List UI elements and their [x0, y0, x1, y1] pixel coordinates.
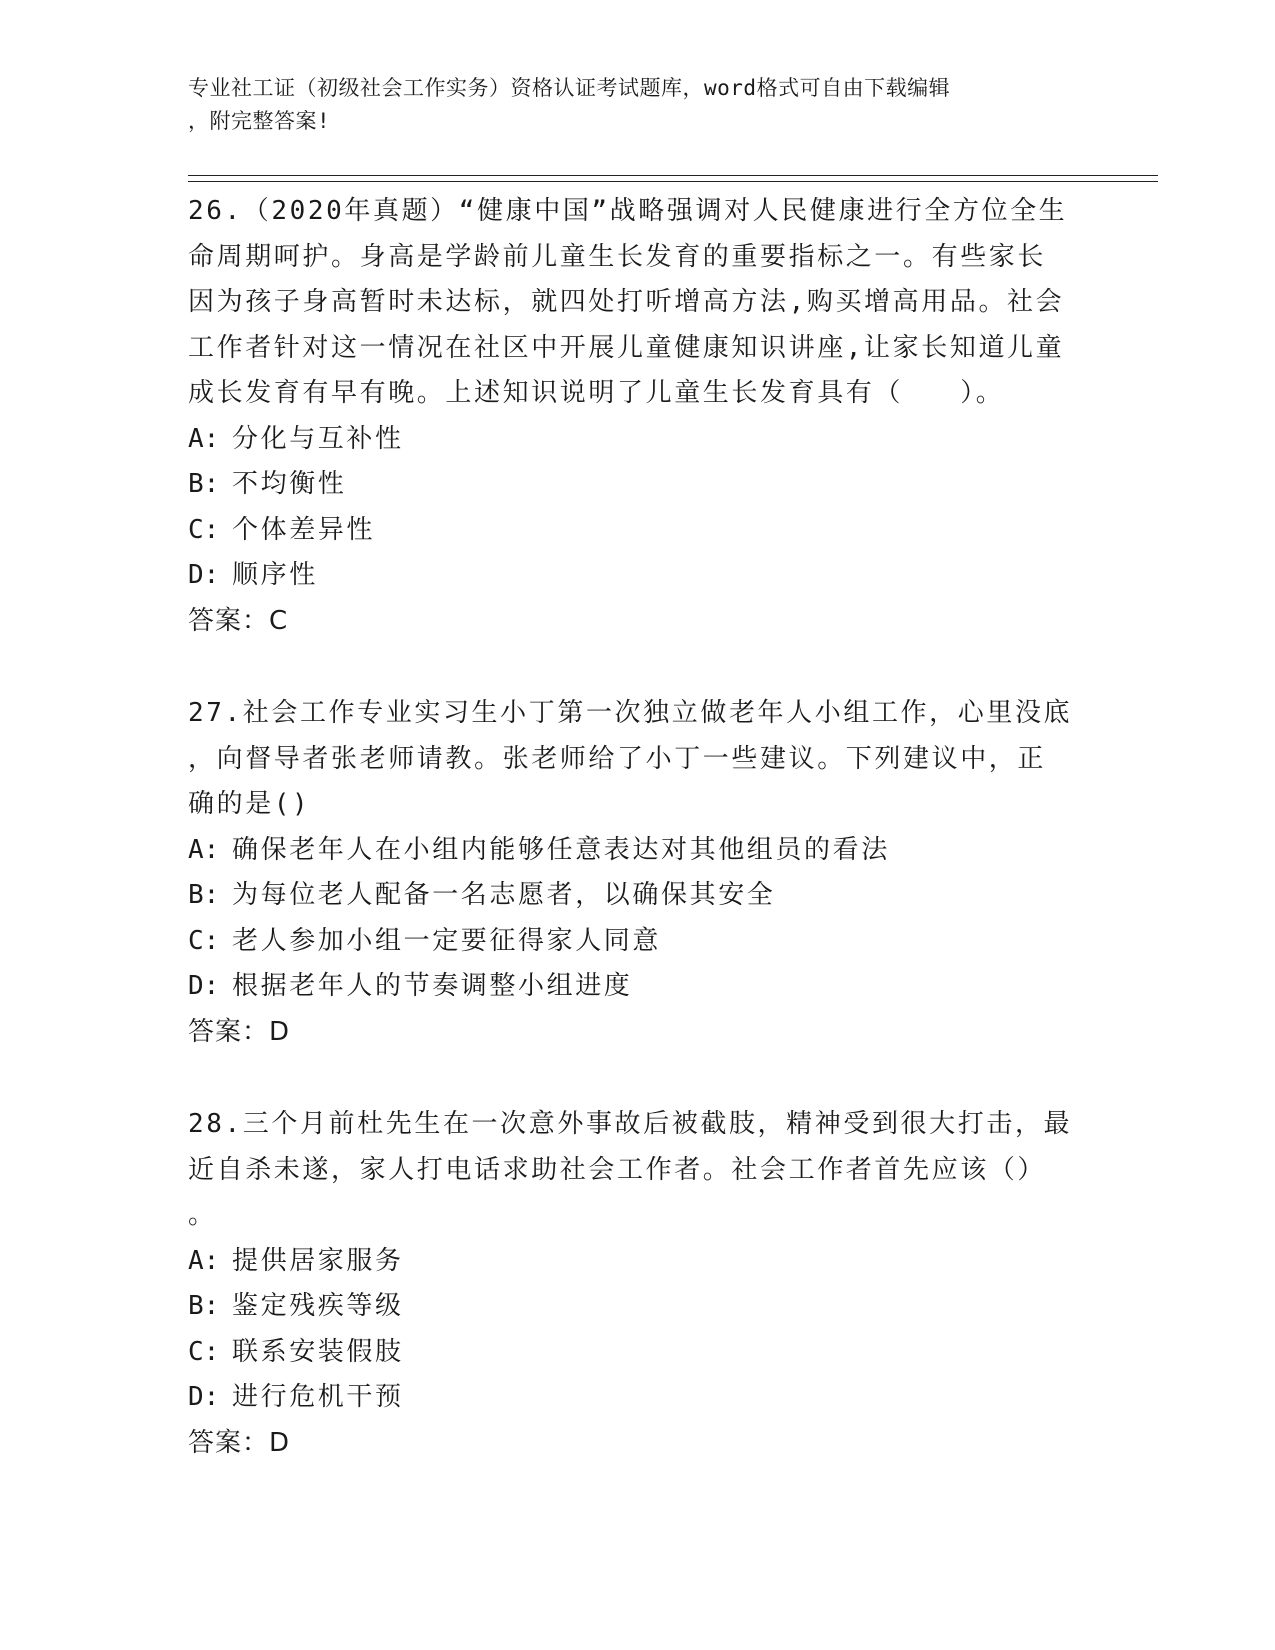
option-letter: C:: [188, 514, 220, 545]
question-line: 命周期呵护。身高是学龄前儿童生长发育的重要指标之一。有些家长: [188, 241, 1047, 272]
option-letter: B:: [188, 880, 220, 910]
question-line: 成长发育有早有晚。上述知识说明了儿童生长发育具有（ ）。: [188, 378, 1005, 408]
option-letter: C:: [188, 1336, 220, 1367]
question-line: 确的是(): [188, 789, 311, 819]
question-line: 近自杀未遂，家人打电话求助社会工作者。社会工作者首先应该（）: [188, 1154, 1047, 1185]
question-line: 27.社会工作专业实习生小丁第一次独立做老年人小组工作，心里没底: [188, 698, 1073, 728]
option-text: 鉴定残疾等级: [232, 1291, 404, 1321]
option-letter: D:: [188, 1382, 220, 1412]
option-text: 联系安装假肢: [232, 1336, 404, 1367]
option-text: 根据老年人的节奏调整小组进度: [232, 971, 633, 1001]
option-text: 确保老年人在小组内能够任意表达对其他组员的看法: [232, 834, 890, 865]
option-b: [188, 873, 1088, 919]
option-letter: D:: [188, 971, 220, 1001]
question-line: 。: [188, 1200, 217, 1230]
option-c: [188, 919, 1088, 965]
option-text: 提供居家服务: [232, 1245, 404, 1276]
option-c: [188, 508, 1088, 554]
option-letter: C:: [188, 925, 220, 956]
document-header: [188, 72, 1068, 138]
option-letter: A:: [188, 834, 220, 865]
option-letter: B:: [188, 1291, 220, 1321]
option-a: [188, 828, 1088, 874]
question-28: [188, 1102, 1088, 1466]
option-letter: A:: [188, 1245, 220, 1276]
option-text: 个体差异性: [232, 514, 376, 545]
option-text: 进行危机干预: [232, 1382, 404, 1412]
header-divider-top: [188, 175, 1158, 176]
option-text: 不均衡性: [232, 469, 347, 499]
header-divider-bottom: [188, 181, 1158, 182]
option-text: 老人参加小组一定要征得家人同意: [232, 925, 662, 956]
question-26: [188, 189, 1088, 644]
option-letter: D:: [188, 560, 220, 590]
option-d: [188, 553, 1088, 599]
option-d: [188, 1375, 1088, 1421]
option-a: [188, 417, 1088, 463]
option-letter: B:: [188, 469, 220, 499]
question-line: ，向督导者张老师请教。张老师给了小丁一些建议。下列建议中，正: [188, 743, 1047, 774]
answer-line: 答案：D: [188, 1016, 291, 1047]
question-line: 28.三个月前杜先生在一次意外事故后被截肢，精神受到很大打击，最: [188, 1109, 1073, 1139]
header-line-1: 专业社工证（初级社会工作实务）资格认证考试题库，word格式可自由下载编辑: [188, 76, 951, 100]
option-text: 为每位老人配备一名志愿者，以确保其安全: [232, 880, 776, 910]
option-d: [188, 964, 1088, 1010]
option-c: [188, 1330, 1088, 1376]
header-line-2: ，附完整答案!: [188, 109, 331, 133]
option-letter: A:: [188, 423, 220, 454]
option-b: [188, 1284, 1088, 1330]
option-b: [188, 462, 1088, 508]
answer-line: 答案：D: [188, 1427, 291, 1458]
question-27: [188, 691, 1088, 1055]
answer-line: 答案：C: [188, 605, 289, 636]
option-a: [188, 1239, 1088, 1285]
option-text: 顺序性: [232, 560, 318, 590]
question-line: 26.（2020年真题）“健康中国”战略强调对人民健康进行全方位全生: [188, 196, 1068, 226]
question-line: 因为孩子身高暂时未达标，就四处打听增高方法,购买增高用品。社会: [188, 287, 1065, 317]
question-line: 工作者针对这一情况在社区中开展儿童健康知识讲座,让家长知道儿童: [188, 332, 1065, 363]
option-text: 分化与互补性: [232, 423, 404, 454]
